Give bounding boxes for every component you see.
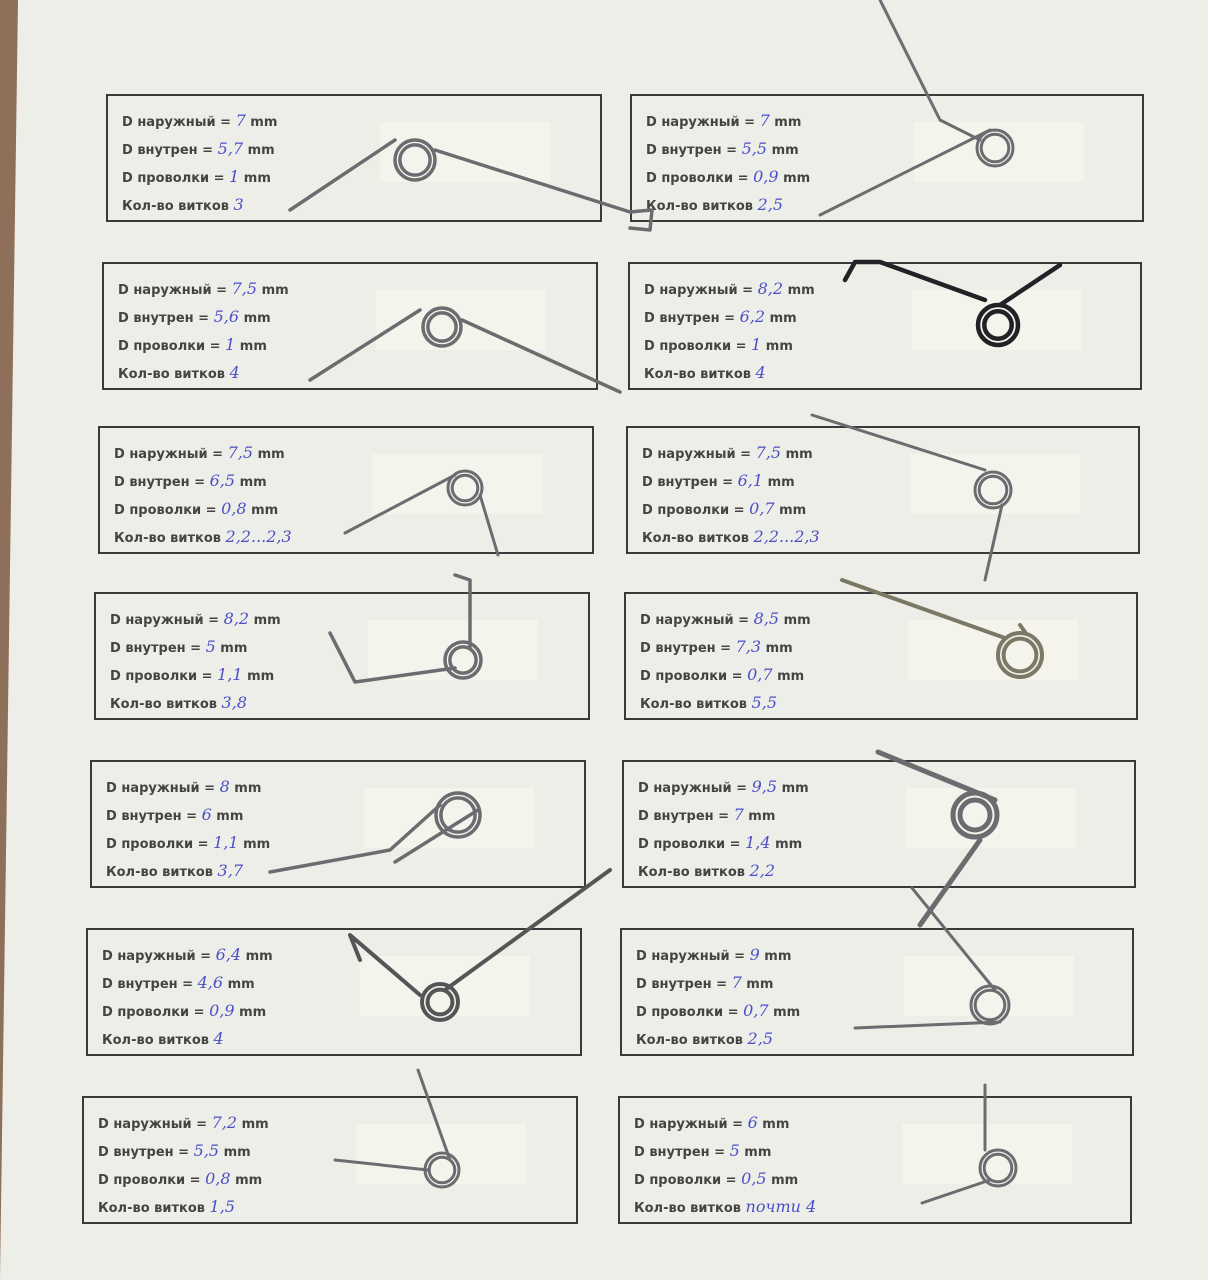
spec-label: D наружный = (106, 781, 220, 796)
handwritten-value: 6,2 (739, 307, 766, 326)
unit-label: mm (767, 143, 799, 158)
handwritten-value: 5,6 (213, 307, 240, 326)
spec-label: D проволки = (102, 1005, 210, 1020)
handwritten-value: 9 (749, 945, 760, 964)
spec-label: D внутрен = (98, 1145, 194, 1160)
spec-label: D внутрен = (646, 143, 742, 158)
unit-label: mm (741, 977, 774, 992)
handwritten-value: 0,8 (205, 1169, 231, 1188)
spec-label: Кол-во витков (98, 1201, 210, 1216)
unit-label: mm (739, 1145, 772, 1160)
handwritten-value: 7,5 (755, 443, 782, 462)
spec-label: D наружный = (642, 447, 756, 462)
unit-label: mm (235, 475, 267, 490)
spec-label: D проволки = (122, 171, 230, 186)
torsion-spring (345, 471, 498, 555)
spec-label: D наружный = (644, 283, 758, 298)
handwritten-value: 0,9 (209, 1001, 235, 1020)
spec-label: Кол-во витков (646, 199, 758, 214)
torsion-spring (878, 752, 997, 925)
unit-label: mm (759, 949, 792, 964)
unit-label: mm (219, 1145, 251, 1160)
unit-label: mm (743, 809, 776, 824)
spec-label: Кол-во витков (114, 531, 226, 546)
handwritten-value: 8,2 (757, 279, 784, 298)
torsion-spring (350, 870, 610, 1020)
handwritten-value: 8,2 (223, 609, 250, 628)
handwritten-value: 2,2...2,3 (753, 527, 820, 546)
handwritten-value: 3,7 (217, 861, 243, 880)
unit-label: mm (243, 143, 275, 158)
handwritten-value: 6 (747, 1113, 758, 1132)
spec-label: D проволки = (98, 1173, 206, 1188)
spec-label: Кол-во витков (102, 1033, 214, 1048)
unit-label: mm (223, 977, 255, 992)
unit-label: mm (763, 475, 795, 490)
torsion-spring (812, 415, 1011, 580)
unit-label: mm (230, 1173, 263, 1188)
spec-label: D проволки = (106, 837, 214, 852)
spec-label: D внутрен = (636, 977, 732, 992)
spec-label: D проволки = (638, 837, 746, 852)
unit-label: mm (242, 669, 275, 684)
handwritten-value: 2,5 (757, 195, 783, 214)
spec-label: D проволки = (118, 339, 226, 354)
spec-label: D проволки = (640, 669, 748, 684)
unit-label: mm (761, 339, 793, 354)
spec-label: D проволки = (110, 669, 218, 684)
spec-label: D наружный = (98, 1117, 212, 1132)
handwritten-value: 1,1 (217, 665, 243, 684)
unit-label: mm (766, 1173, 799, 1188)
handwritten-value: 5,7 (217, 139, 244, 158)
unit-label: mm (761, 641, 793, 656)
spec-label: Кол-во витков (642, 531, 754, 546)
spec-label: D наружный = (102, 949, 216, 964)
spec-label: D внутрен = (634, 1145, 730, 1160)
handwritten-value: 0,9 (753, 167, 779, 186)
spec-label: Кол-во витков (638, 865, 750, 880)
torsion-spring (845, 262, 1060, 345)
handwritten-value: 5,5 (193, 1141, 220, 1160)
unit-label: mm (774, 503, 807, 518)
spec-label: Кол-во витков (110, 697, 222, 712)
unit-label: mm (768, 1005, 801, 1020)
unit-label: mm (757, 1117, 790, 1132)
unit-label: mm (765, 311, 797, 326)
unit-label: mm (245, 115, 278, 130)
unit-label: mm (246, 503, 279, 518)
torsion-spring (820, 0, 1013, 215)
unit-label: mm (237, 1117, 269, 1132)
handwritten-value: 0,7 (747, 665, 773, 684)
spec-label: D наружный = (114, 447, 228, 462)
unit-label: mm (778, 171, 811, 186)
handwritten-value: 5,5 (751, 693, 777, 712)
spec-label: D внутрен = (642, 475, 738, 490)
unit-label: mm (777, 781, 809, 796)
handwritten-value: 2,5 (747, 1029, 773, 1048)
handwritten-value: 7 (759, 111, 770, 130)
handwritten-value: 7 (235, 111, 246, 130)
spec-label: D внутрен = (640, 641, 736, 656)
handwritten-value: 7,3 (735, 637, 762, 656)
unit-label: mm (772, 669, 805, 684)
spec-label: D внутрен = (638, 809, 734, 824)
spec-label: Кол-во витков (118, 367, 230, 382)
handwritten-value: 6,1 (737, 471, 764, 490)
unit-label: mm (779, 613, 811, 628)
handwritten-value: 1,1 (213, 833, 239, 852)
handwritten-value: 3,8 (221, 693, 247, 712)
spec-label: Кол-во витков (636, 1033, 748, 1048)
spec-label: D наружный = (640, 613, 754, 628)
handwritten-value: 4 (213, 1029, 224, 1048)
handwritten-value: 1,5 (209, 1197, 235, 1216)
handwritten-value: 0,7 (749, 499, 775, 518)
handwritten-value: 2,2...2,3 (225, 527, 292, 546)
handwritten-value: 9,5 (751, 777, 778, 796)
torsion-spring (330, 575, 481, 682)
handwritten-value: 5 (205, 637, 216, 656)
unit-label: mm (239, 171, 271, 186)
unit-label: mm (257, 283, 289, 298)
handwritten-value: 0,5 (741, 1169, 767, 1188)
spec-label: D внутрен = (122, 143, 218, 158)
handwritten-value: 0,7 (743, 1001, 769, 1020)
torsion-spring (290, 140, 652, 230)
unit-label: mm (211, 809, 244, 824)
spec-label: D проволки = (114, 503, 222, 518)
spec-label: Кол-во витков (644, 367, 756, 382)
unit-label: mm (249, 613, 281, 628)
spec-label: D проволки = (636, 1005, 744, 1020)
unit-label: mm (229, 781, 262, 796)
spec-label: D внутрен = (644, 311, 740, 326)
handwritten-value: 8 (219, 777, 230, 796)
torsion-spring (270, 793, 480, 872)
unit-label: mm (769, 115, 802, 130)
torsion-spring (310, 308, 620, 392)
unit-label: mm (234, 1005, 267, 1020)
spec-label: D проволки = (646, 171, 754, 186)
handwritten-value: 6,4 (215, 945, 242, 964)
handwritten-value: 1 (225, 335, 236, 354)
handwritten-value: 7,5 (227, 443, 254, 462)
handwritten-value: 7,5 (231, 279, 258, 298)
spec-label: D наружный = (118, 283, 232, 298)
spec-label: Кол-во витков (634, 1201, 746, 1216)
handwritten-value: 0,8 (221, 499, 247, 518)
spec-label: D внутрен = (118, 311, 214, 326)
handwritten-value: 3 (233, 195, 244, 214)
spec-label: D наружный = (638, 781, 752, 796)
spec-label: D проволки = (634, 1173, 742, 1188)
spec-label: D наружный = (122, 115, 236, 130)
unit-label: mm (253, 447, 285, 462)
handwritten-value: 2,2 (749, 861, 775, 880)
unit-label: mm (783, 283, 815, 298)
unit-label: mm (241, 949, 273, 964)
torsion-spring (922, 1085, 1016, 1203)
handwritten-value: 7 (733, 805, 744, 824)
handwritten-value: 1,4 (745, 833, 771, 852)
unit-label: mm (235, 339, 267, 354)
spec-label: D проволки = (644, 339, 752, 354)
spec-label: D наружный = (634, 1117, 748, 1132)
handwritten-value: 1 (229, 167, 240, 186)
handwritten-value: 5 (729, 1141, 740, 1160)
unit-label: mm (781, 447, 813, 462)
handwritten-value: 5,5 (741, 139, 768, 158)
handwritten-value: 6,5 (209, 471, 236, 490)
unit-label: mm (239, 311, 271, 326)
spec-label: D наружный = (110, 613, 224, 628)
spec-label: Кол-во витков (122, 199, 234, 214)
spec-label: D внутрен = (114, 475, 210, 490)
unit-label: mm (238, 837, 271, 852)
handwritten-value: 7,2 (211, 1113, 238, 1132)
spec-label: D внутрен = (106, 809, 202, 824)
handwritten-value: 8,5 (753, 609, 780, 628)
handwritten-value: 4 (755, 363, 766, 382)
torsion-spring (842, 580, 1042, 677)
unit-label: mm (770, 837, 803, 852)
handwritten-value: 4,6 (197, 973, 224, 992)
spec-label: Кол-во витков (640, 697, 752, 712)
spec-label: D наружный = (646, 115, 760, 130)
handwritten-value: 7 (731, 973, 742, 992)
spec-label: D внутрен = (110, 641, 206, 656)
spec-label: D проволки = (642, 503, 750, 518)
handwritten-value: почти 4 (745, 1197, 817, 1216)
handwritten-value: 6 (201, 805, 212, 824)
torsion-spring (335, 1070, 459, 1187)
spec-label: D наружный = (636, 949, 750, 964)
spec-label: D внутрен = (102, 977, 198, 992)
unit-label: mm (215, 641, 248, 656)
spec-label: Кол-во витков (106, 865, 218, 880)
handwritten-value: 1 (751, 335, 762, 354)
handwritten-value: 4 (229, 363, 240, 382)
